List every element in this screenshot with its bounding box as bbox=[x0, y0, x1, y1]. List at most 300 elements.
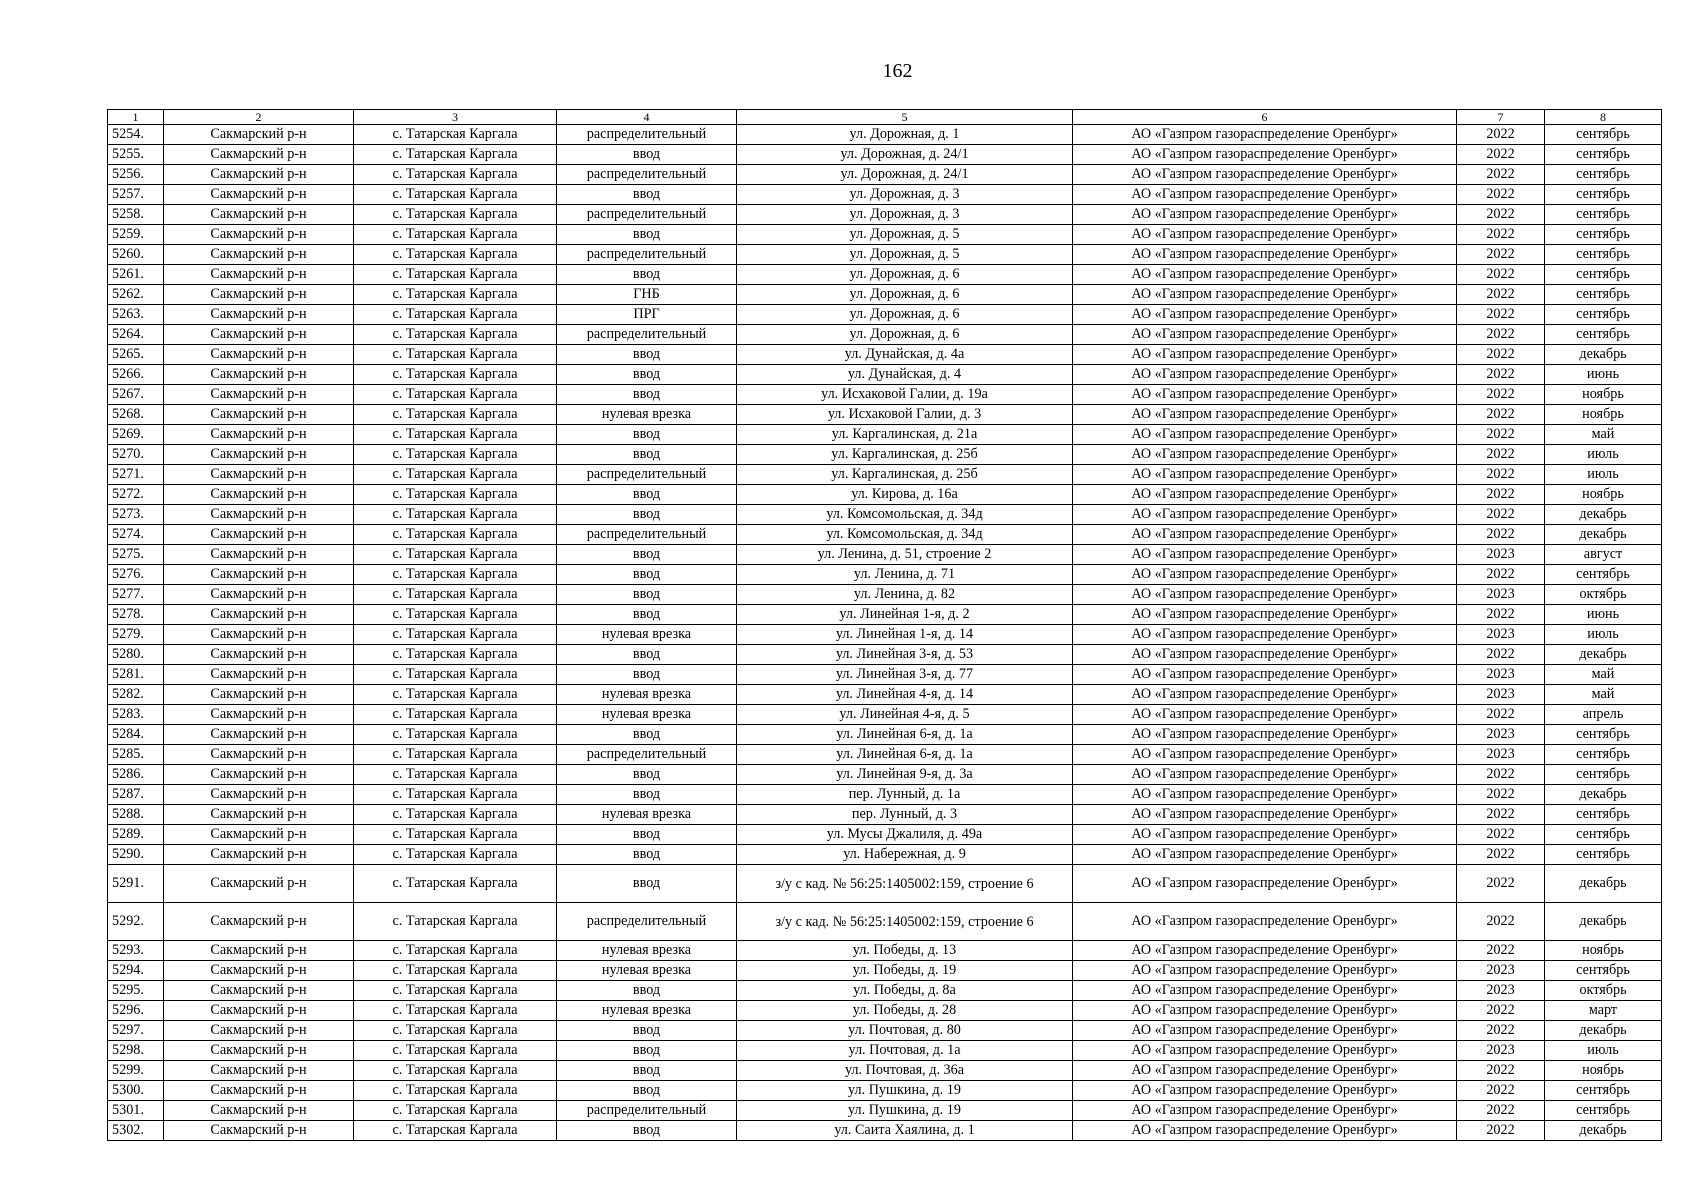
row-number: 5273. bbox=[108, 505, 164, 525]
year-cell: 2023 bbox=[1457, 725, 1545, 745]
district-cell: Сакмарский р-н bbox=[164, 745, 354, 765]
district-cell: Сакмарский р-н bbox=[164, 545, 354, 565]
table-row bbox=[108, 185, 1662, 205]
table-row bbox=[108, 405, 1662, 425]
organization-cell: АО «Газпром газораспределение Оренбург» bbox=[1073, 565, 1457, 585]
row-number: 5301. bbox=[108, 1101, 164, 1121]
month-cell: август bbox=[1545, 545, 1662, 565]
year-cell: 2022 bbox=[1457, 325, 1545, 345]
district-cell: Сакмарский р-н bbox=[164, 1101, 354, 1121]
month-cell: декабрь bbox=[1545, 345, 1662, 365]
year-cell: 2022 bbox=[1457, 265, 1545, 285]
table-row bbox=[108, 961, 1662, 981]
row-number: 5261. bbox=[108, 265, 164, 285]
table-row bbox=[108, 225, 1662, 245]
address-cell: ул. Исхаковой Галии, д. 3 bbox=[737, 405, 1073, 425]
year-cell: 2023 bbox=[1457, 585, 1545, 605]
address-cell: пер. Лунный, д. 3 bbox=[737, 805, 1073, 825]
address-cell: ул. Линейная 6-я, д. 1а bbox=[737, 725, 1073, 745]
address-cell: ул. Дорожная, д. 6 bbox=[737, 285, 1073, 305]
organization-cell: АО «Газпром газораспределение Оренбург» bbox=[1073, 405, 1457, 425]
district-cell: Сакмарский р-н bbox=[164, 565, 354, 585]
year-cell: 2022 bbox=[1457, 285, 1545, 305]
row-number: 5288. bbox=[108, 805, 164, 825]
row-number: 5256. bbox=[108, 165, 164, 185]
settlement-cell: с. Татарская Каргала bbox=[354, 765, 557, 785]
month-cell: май bbox=[1545, 665, 1662, 685]
district-cell: Сакмарский р-н bbox=[164, 1081, 354, 1101]
table-row bbox=[108, 545, 1662, 565]
table-row bbox=[108, 325, 1662, 345]
settlement-cell: с. Татарская Каргала bbox=[354, 725, 557, 745]
row-number: 5283. bbox=[108, 705, 164, 725]
district-cell: Сакмарский р-н bbox=[164, 961, 354, 981]
district-cell: Сакмарский р-н bbox=[164, 445, 354, 465]
address-cell: ул. Комсомольская, д. 34д bbox=[737, 505, 1073, 525]
month-cell: декабрь bbox=[1545, 525, 1662, 545]
address-cell: ул. Дорожная, д. 24/1 bbox=[737, 145, 1073, 165]
column-header: 8 bbox=[1545, 110, 1662, 125]
type-cell: ввод bbox=[557, 1021, 737, 1041]
type-cell: ввод bbox=[557, 645, 737, 665]
row-number: 5284. bbox=[108, 725, 164, 745]
table-row bbox=[108, 845, 1662, 865]
table-row bbox=[108, 205, 1662, 225]
type-cell: ввод bbox=[557, 505, 737, 525]
address-cell: ул. Линейная 6-я, д. 1а bbox=[737, 745, 1073, 765]
district-cell: Сакмарский р-н bbox=[164, 205, 354, 225]
type-cell: нулевая врезка bbox=[557, 625, 737, 645]
row-number: 5266. bbox=[108, 365, 164, 385]
settlement-cell: с. Татарская Каргала bbox=[354, 565, 557, 585]
type-cell: ввод bbox=[557, 565, 737, 585]
settlement-cell: с. Татарская Каргала bbox=[354, 145, 557, 165]
organization-cell: АО «Газпром газораспределение Оренбург» bbox=[1073, 941, 1457, 961]
month-cell: сентябрь bbox=[1545, 961, 1662, 981]
settlement-cell: с. Татарская Каргала bbox=[354, 125, 557, 145]
year-cell: 2022 bbox=[1457, 445, 1545, 465]
type-cell: ввод bbox=[557, 725, 737, 745]
organization-cell: АО «Газпром газораспределение Оренбург» bbox=[1073, 205, 1457, 225]
settlement-cell: с. Татарская Каргала bbox=[354, 805, 557, 825]
address-cell: пер. Лунный, д. 1а bbox=[737, 785, 1073, 805]
settlement-cell: с. Татарская Каргала bbox=[354, 205, 557, 225]
settlement-cell: с. Татарская Каргала bbox=[354, 325, 557, 345]
address-cell: ул. Дорожная, д. 6 bbox=[737, 265, 1073, 285]
year-cell: 2022 bbox=[1457, 765, 1545, 785]
month-cell: декабрь bbox=[1545, 1121, 1662, 1141]
year-cell: 2023 bbox=[1457, 685, 1545, 705]
table-row bbox=[108, 1121, 1662, 1141]
address-cell: ул. Почтовая, д. 1а bbox=[737, 1041, 1073, 1061]
organization-cell: АО «Газпром газораспределение Оренбург» bbox=[1073, 865, 1457, 903]
table-row bbox=[108, 125, 1662, 145]
row-number: 5299. bbox=[108, 1061, 164, 1081]
settlement-cell: с. Татарская Каргала bbox=[354, 1081, 557, 1101]
table-row bbox=[108, 645, 1662, 665]
month-cell: декабрь bbox=[1545, 1021, 1662, 1041]
month-cell: октябрь bbox=[1545, 585, 1662, 605]
table-row bbox=[108, 1041, 1662, 1061]
month-cell: сентябрь bbox=[1545, 825, 1662, 845]
address-cell: ул. Линейная 4-я, д. 5 bbox=[737, 705, 1073, 725]
table-row bbox=[108, 1101, 1662, 1121]
year-cell: 2022 bbox=[1457, 225, 1545, 245]
month-cell: июнь bbox=[1545, 605, 1662, 625]
organization-cell: АО «Газпром газораспределение Оренбург» bbox=[1073, 1021, 1457, 1041]
district-cell: Сакмарский р-н bbox=[164, 365, 354, 385]
district-cell: Сакмарский р-н bbox=[164, 1021, 354, 1041]
district-cell: Сакмарский р-н bbox=[164, 705, 354, 725]
settlement-cell: с. Татарская Каргала bbox=[354, 1101, 557, 1121]
column-header: 4 bbox=[557, 110, 737, 125]
settlement-cell: с. Татарская Каргала bbox=[354, 485, 557, 505]
row-number: 5262. bbox=[108, 285, 164, 305]
district-cell: Сакмарский р-н bbox=[164, 345, 354, 365]
organization-cell: АО «Газпром газораспределение Оренбург» bbox=[1073, 165, 1457, 185]
year-cell: 2023 bbox=[1457, 961, 1545, 981]
type-cell: нулевая врезка bbox=[557, 941, 737, 961]
year-cell: 2023 bbox=[1457, 665, 1545, 685]
row-number: 5255. bbox=[108, 145, 164, 165]
month-cell: сентябрь bbox=[1545, 125, 1662, 145]
year-cell: 2022 bbox=[1457, 845, 1545, 865]
organization-cell: АО «Газпром газораспределение Оренбург» bbox=[1073, 961, 1457, 981]
settlement-cell: с. Татарская Каргала bbox=[354, 585, 557, 605]
type-cell: распределительный bbox=[557, 903, 737, 941]
month-cell: сентябрь bbox=[1545, 845, 1662, 865]
district-cell: Сакмарский р-н bbox=[164, 645, 354, 665]
settlement-cell: с. Татарская Каргала bbox=[354, 981, 557, 1001]
address-cell: ул. Дорожная, д. 3 bbox=[737, 185, 1073, 205]
year-cell: 2022 bbox=[1457, 345, 1545, 365]
row-number: 5258. bbox=[108, 205, 164, 225]
year-cell: 2022 bbox=[1457, 941, 1545, 961]
year-cell: 2022 bbox=[1457, 1101, 1545, 1121]
settlement-cell: с. Татарская Каргала bbox=[354, 705, 557, 725]
type-cell: ввод bbox=[557, 265, 737, 285]
month-cell: ноябрь bbox=[1545, 485, 1662, 505]
type-cell: ввод bbox=[557, 345, 737, 365]
organization-cell: АО «Газпром газораспределение Оренбург» bbox=[1073, 445, 1457, 465]
district-cell: Сакмарский р-н bbox=[164, 405, 354, 425]
month-cell: сентябрь bbox=[1545, 745, 1662, 765]
organization-cell: АО «Газпром газораспределение Оренбург» bbox=[1073, 545, 1457, 565]
year-cell: 2022 bbox=[1457, 1001, 1545, 1021]
address-cell: ул. Каргалинская, д. 25б bbox=[737, 465, 1073, 485]
year-cell: 2023 bbox=[1457, 545, 1545, 565]
district-cell: Сакмарский р-н bbox=[164, 265, 354, 285]
organization-cell: АО «Газпром газораспределение Оренбург» bbox=[1073, 345, 1457, 365]
organization-cell: АО «Газпром газораспределение Оренбург» bbox=[1073, 1041, 1457, 1061]
address-cell: ул. Победы, д. 8а bbox=[737, 981, 1073, 1001]
type-cell: ввод bbox=[557, 1061, 737, 1081]
settlement-cell: с. Татарская Каргала bbox=[354, 845, 557, 865]
type-cell: ввод bbox=[557, 981, 737, 1001]
month-cell: сентябрь bbox=[1545, 205, 1662, 225]
row-number: 5254. bbox=[108, 125, 164, 145]
district-cell: Сакмарский р-н bbox=[164, 485, 354, 505]
organization-cell: АО «Газпром газораспределение Оренбург» bbox=[1073, 765, 1457, 785]
type-cell: ввод bbox=[557, 865, 737, 903]
settlement-cell: с. Татарская Каргала bbox=[354, 305, 557, 325]
settlement-cell: с. Татарская Каргала bbox=[354, 745, 557, 765]
month-cell: сентябрь bbox=[1545, 325, 1662, 345]
table-row bbox=[108, 1021, 1662, 1041]
address-cell: ул. Линейная 1-я, д. 2 bbox=[737, 605, 1073, 625]
month-cell: сентябрь bbox=[1545, 1081, 1662, 1101]
table-row bbox=[108, 1001, 1662, 1021]
row-number: 5294. bbox=[108, 961, 164, 981]
type-cell: нулевая врезка bbox=[557, 805, 737, 825]
row-number: 5275. bbox=[108, 545, 164, 565]
year-cell: 2022 bbox=[1457, 205, 1545, 225]
organization-cell: АО «Газпром газораспределение Оренбург» bbox=[1073, 825, 1457, 845]
table-row bbox=[108, 665, 1662, 685]
district-cell: Сакмарский р-н bbox=[164, 465, 354, 485]
type-cell: ввод bbox=[557, 1121, 737, 1141]
table-row bbox=[108, 445, 1662, 465]
type-cell: распределительный bbox=[557, 205, 737, 225]
column-header: 6 bbox=[1073, 110, 1457, 125]
address-cell: ул. Каргалинская, д. 21а bbox=[737, 425, 1073, 445]
district-cell: Сакмарский р-н bbox=[164, 725, 354, 745]
district-cell: Сакмарский р-н bbox=[164, 145, 354, 165]
row-number: 5282. bbox=[108, 685, 164, 705]
organization-cell: АО «Газпром газораспределение Оренбург» bbox=[1073, 505, 1457, 525]
row-number: 5292. bbox=[108, 903, 164, 941]
year-cell: 2022 bbox=[1457, 645, 1545, 665]
table-row bbox=[108, 685, 1662, 705]
table-row bbox=[108, 941, 1662, 961]
settlement-cell: с. Татарская Каргала bbox=[354, 385, 557, 405]
year-cell: 2022 bbox=[1457, 385, 1545, 405]
type-cell: ввод bbox=[557, 225, 737, 245]
month-cell: сентябрь bbox=[1545, 145, 1662, 165]
organization-cell: АО «Газпром газораспределение Оренбург» bbox=[1073, 725, 1457, 745]
organization-cell: АО «Газпром газораспределение Оренбург» bbox=[1073, 145, 1457, 165]
table-row bbox=[108, 605, 1662, 625]
address-cell: ул. Линейная 9-я, д. 3а bbox=[737, 765, 1073, 785]
settlement-cell: с. Татарская Каргала bbox=[354, 961, 557, 981]
row-number: 5272. bbox=[108, 485, 164, 505]
settlement-cell: с. Татарская Каргала bbox=[354, 405, 557, 425]
address-cell: ул. Комсомольская, д. 34д bbox=[737, 525, 1073, 545]
type-cell: ввод bbox=[557, 145, 737, 165]
district-cell: Сакмарский р-н bbox=[164, 125, 354, 145]
table-row bbox=[108, 765, 1662, 785]
year-cell: 2022 bbox=[1457, 145, 1545, 165]
type-cell: ввод bbox=[557, 845, 737, 865]
address-cell: ул. Пушкина, д. 19 bbox=[737, 1101, 1073, 1121]
organization-cell: АО «Газпром газораспределение Оренбург» bbox=[1073, 265, 1457, 285]
settlement-cell: с. Татарская Каргала bbox=[354, 1021, 557, 1041]
district-cell: Сакмарский р-н bbox=[164, 285, 354, 305]
settlement-cell: с. Татарская Каргала bbox=[354, 445, 557, 465]
settlement-cell: с. Татарская Каргала bbox=[354, 825, 557, 845]
table-row bbox=[108, 485, 1662, 505]
settlement-cell: с. Татарская Каргала bbox=[354, 465, 557, 485]
settlement-cell: с. Татарская Каргала bbox=[354, 185, 557, 205]
type-cell: распределительный bbox=[557, 125, 737, 145]
month-cell: май bbox=[1545, 425, 1662, 445]
month-cell: сентябрь bbox=[1545, 245, 1662, 265]
organization-cell: АО «Газпром газораспределение Оренбург» bbox=[1073, 1121, 1457, 1141]
settlement-cell: с. Татарская Каргала bbox=[354, 685, 557, 705]
table-row bbox=[108, 585, 1662, 605]
district-cell: Сакмарский р-н bbox=[164, 305, 354, 325]
year-cell: 2022 bbox=[1457, 405, 1545, 425]
month-cell: июль bbox=[1545, 1041, 1662, 1061]
row-number: 5269. bbox=[108, 425, 164, 445]
district-cell: Сакмарский р-н bbox=[164, 325, 354, 345]
year-cell: 2023 bbox=[1457, 1041, 1545, 1061]
year-cell: 2022 bbox=[1457, 903, 1545, 941]
address-cell: ул. Дорожная, д. 24/1 bbox=[737, 165, 1073, 185]
settlement-cell: с. Татарская Каргала bbox=[354, 545, 557, 565]
settlement-cell: с. Татарская Каргала bbox=[354, 785, 557, 805]
organization-cell: АО «Газпром газораспределение Оренбург» bbox=[1073, 485, 1457, 505]
type-cell: распределительный bbox=[557, 745, 737, 765]
district-cell: Сакмарский р-н bbox=[164, 981, 354, 1001]
month-cell: сентябрь bbox=[1545, 805, 1662, 825]
table-row bbox=[108, 245, 1662, 265]
district-cell: Сакмарский р-н bbox=[164, 245, 354, 265]
month-cell: ноябрь bbox=[1545, 1061, 1662, 1081]
month-cell: сентябрь bbox=[1545, 165, 1662, 185]
type-cell: нулевая врезка bbox=[557, 405, 737, 425]
table-row bbox=[108, 265, 1662, 285]
row-number: 5290. bbox=[108, 845, 164, 865]
year-cell: 2023 bbox=[1457, 745, 1545, 765]
month-cell: июнь bbox=[1545, 365, 1662, 385]
year-cell: 2022 bbox=[1457, 305, 1545, 325]
organization-cell: АО «Газпром газораспределение Оренбург» bbox=[1073, 465, 1457, 485]
month-cell: декабрь bbox=[1545, 865, 1662, 903]
year-cell: 2022 bbox=[1457, 705, 1545, 725]
table-row bbox=[108, 903, 1662, 941]
row-number: 5268. bbox=[108, 405, 164, 425]
address-cell: ул. Линейная 4-я, д. 14 bbox=[737, 685, 1073, 705]
month-cell: сентябрь bbox=[1545, 765, 1662, 785]
table-row bbox=[108, 725, 1662, 745]
address-cell: ул. Дорожная, д. 5 bbox=[737, 245, 1073, 265]
address-cell: ул. Дунайская, д. 4а bbox=[737, 345, 1073, 365]
table-row bbox=[108, 165, 1662, 185]
row-number: 5257. bbox=[108, 185, 164, 205]
settlement-cell: с. Татарская Каргала bbox=[354, 605, 557, 625]
type-cell: нулевая врезка bbox=[557, 1001, 737, 1021]
row-number: 5263. bbox=[108, 305, 164, 325]
address-cell: ул. Дорожная, д. 6 bbox=[737, 305, 1073, 325]
year-cell: 2022 bbox=[1457, 425, 1545, 445]
row-number: 5296. bbox=[108, 1001, 164, 1021]
type-cell: распределительный bbox=[557, 465, 737, 485]
column-header: 1 bbox=[108, 110, 164, 125]
settlement-cell: с. Татарская Каргала bbox=[354, 505, 557, 525]
type-cell: ввод bbox=[557, 765, 737, 785]
organization-cell: АО «Газпром газораспределение Оренбург» bbox=[1073, 1081, 1457, 1101]
table-row bbox=[108, 465, 1662, 485]
month-cell: сентябрь bbox=[1545, 725, 1662, 745]
row-number: 5271. bbox=[108, 465, 164, 485]
organization-cell: АО «Газпром газораспределение Оренбург» bbox=[1073, 1001, 1457, 1021]
year-cell: 2022 bbox=[1457, 1061, 1545, 1081]
month-cell: декабрь bbox=[1545, 645, 1662, 665]
month-cell: июль bbox=[1545, 625, 1662, 645]
settlement-cell: с. Татарская Каргала bbox=[354, 365, 557, 385]
organization-cell: АО «Газпром газораспределение Оренбург» bbox=[1073, 1101, 1457, 1121]
row-number: 5286. bbox=[108, 765, 164, 785]
district-cell: Сакмарский р-н bbox=[164, 845, 354, 865]
district-cell: Сакмарский р-н bbox=[164, 785, 354, 805]
year-cell: 2023 bbox=[1457, 625, 1545, 645]
district-cell: Сакмарский р-н bbox=[164, 865, 354, 903]
row-number: 5276. bbox=[108, 565, 164, 585]
address-cell: ул. Мусы Джалиля, д. 49а bbox=[737, 825, 1073, 845]
table-row bbox=[108, 1061, 1662, 1081]
address-cell: ул. Кирова, д. 16а bbox=[737, 485, 1073, 505]
district-cell: Сакмарский р-н bbox=[164, 685, 354, 705]
year-cell: 2022 bbox=[1457, 485, 1545, 505]
table-row bbox=[108, 145, 1662, 165]
organization-cell: АО «Газпром газораспределение Оренбург» bbox=[1073, 625, 1457, 645]
organization-cell: АО «Газпром газораспределение Оренбург» bbox=[1073, 325, 1457, 345]
settlement-cell: с. Татарская Каргала bbox=[354, 285, 557, 305]
year-cell: 2022 bbox=[1457, 565, 1545, 585]
month-cell: сентябрь bbox=[1545, 265, 1662, 285]
organization-cell: АО «Газпром газораспределение Оренбург» bbox=[1073, 805, 1457, 825]
organization-cell: АО «Газпром газораспределение Оренбург» bbox=[1073, 605, 1457, 625]
type-cell: ввод bbox=[557, 605, 737, 625]
district-cell: Сакмарский р-н bbox=[164, 941, 354, 961]
type-cell: распределительный bbox=[557, 325, 737, 345]
address-cell: ул. Ленина, д. 51, строение 2 bbox=[737, 545, 1073, 565]
row-number: 5278. bbox=[108, 605, 164, 625]
organization-cell: АО «Газпром газораспределение Оренбург» bbox=[1073, 845, 1457, 865]
settlement-cell: с. Татарская Каргала bbox=[354, 245, 557, 265]
row-number: 5295. bbox=[108, 981, 164, 1001]
table-row bbox=[108, 785, 1662, 805]
organization-cell: АО «Газпром газораспределение Оренбург» bbox=[1073, 365, 1457, 385]
row-number: 5270. bbox=[108, 445, 164, 465]
address-cell: ул. Линейная 3-я, д. 77 bbox=[737, 665, 1073, 685]
row-number: 5277. bbox=[108, 585, 164, 605]
type-cell: распределительный bbox=[557, 245, 737, 265]
month-cell: май bbox=[1545, 685, 1662, 705]
address-cell: ул. Победы, д. 28 bbox=[737, 1001, 1073, 1021]
settlement-cell: с. Татарская Каргала bbox=[354, 525, 557, 545]
table-row bbox=[108, 1081, 1662, 1101]
year-cell: 2022 bbox=[1457, 785, 1545, 805]
month-cell: сентябрь bbox=[1545, 1101, 1662, 1121]
district-cell: Сакмарский р-н bbox=[164, 525, 354, 545]
row-number: 5297. bbox=[108, 1021, 164, 1041]
address-cell: ул. Саита Хаялина, д. 1 bbox=[737, 1121, 1073, 1141]
row-number: 5260. bbox=[108, 245, 164, 265]
year-cell: 2022 bbox=[1457, 365, 1545, 385]
row-number: 5287. bbox=[108, 785, 164, 805]
type-cell: ПРГ bbox=[557, 305, 737, 325]
settlement-cell: с. Татарская Каргала bbox=[354, 865, 557, 903]
settlement-cell: с. Татарская Каргала bbox=[354, 1001, 557, 1021]
district-cell: Сакмарский р-н bbox=[164, 805, 354, 825]
type-cell: нулевая врезка bbox=[557, 961, 737, 981]
month-cell: ноябрь bbox=[1545, 405, 1662, 425]
settlement-cell: с. Татарская Каргала bbox=[354, 903, 557, 941]
settlement-cell: с. Татарская Каргала bbox=[354, 425, 557, 445]
column-header: 7 bbox=[1457, 110, 1545, 125]
